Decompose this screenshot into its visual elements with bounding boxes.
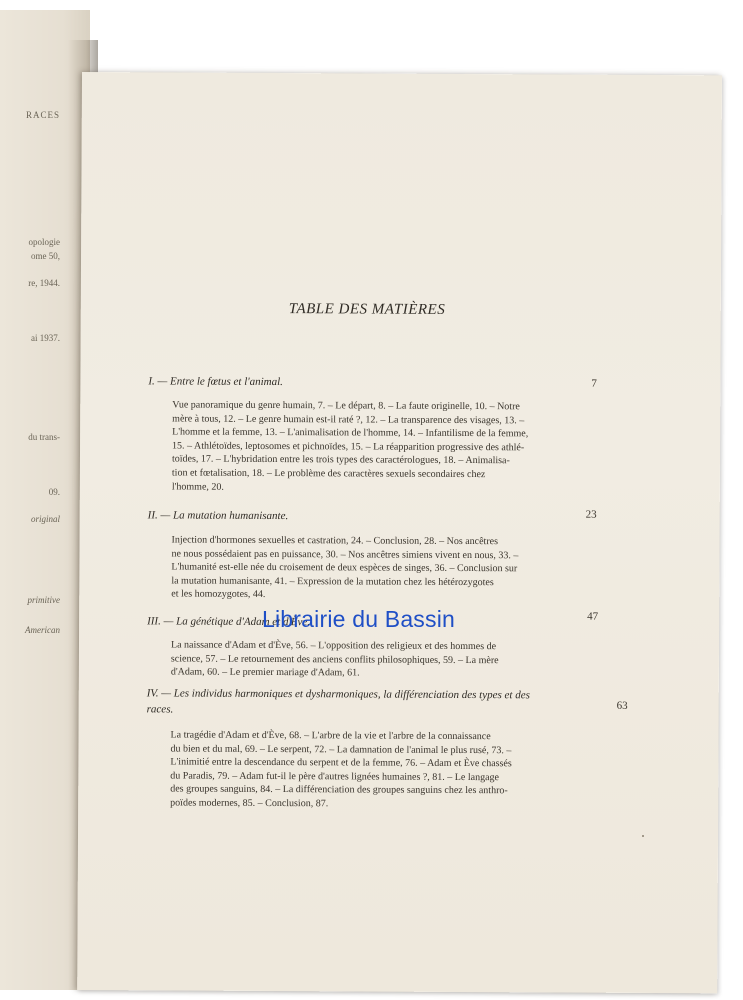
chapter-page-number: 63 [616,699,628,712]
summary-line: Vue panoramique du genre humain, 7. – Le départ, 8. – La faute originelle, 10. – Notre [172,399,520,413]
chapter-summary [171,638,499,680]
chapter-page-number: 47 [587,610,599,623]
summary-line: tion et fœtalisation, 18. – Le problème des caractères sexuels secondaires chez [171,467,486,481]
summary-line: L'inimitié entre la descendance du serpent et de la femme, 76. – Adam et Ève chassés [170,756,512,770]
watermark: Librairie du Bassin [262,606,456,632]
summary-line: 15. – Athlétoïdes, leptosomes et pichnoïdes, 15. – La réapparition progressive des athlé- [172,440,525,454]
left-page-fragment: primitive [27,595,60,605]
chapter-page-number: 7 [591,377,597,390]
chapter-heading: I. — Entre le fœtus et l'animal. [148,375,283,389]
chapter-summary [170,728,512,811]
summary-line: ne nous possédaient pas en puissance, 30. – Nos ancêtres simiens vivent en nous, 33. – [171,548,519,561]
summary-line: science, 57. – Le retournement des anciens conflits philosophiques, 59. – La mère [170,653,499,666]
left-page-fragment: ome 50, [31,251,60,261]
page-title: TABLE DES MATIÈRES [288,301,446,318]
right-page [77,72,722,993]
summary-line: La naissance d'Adam et d'Ève, 56. – L'opposition des religieux et des hommes de [170,639,497,653]
summary-line: des groupes sanguins, 84. – La différenciation des groupes sanguins chez les anthro- [170,783,508,797]
left-page-fragment: re, 1944. [28,278,60,288]
summary-line: du Paradis, 79. – Adam fut-il le père d'autres lignées humaines ?, 81. – Le langage [170,770,499,783]
left-page-fragment: American [25,625,60,635]
summary-line: Injection d'hormones sexuelles et castration, 24. – Conclusion, 28. – Nos ancêtres [171,534,499,548]
summary-line: toïdes, 17. – L'hybridation entre les trois types des caractérologues, 18. – Animalisa- [171,453,510,467]
summary-line: L'homme et la femme, 13. – L'animalisation de l'homme, 14. – Infantilisme de la femme, [172,426,529,440]
chapter-summary [172,398,529,495]
left-page-fragment: du trans- [28,432,60,442]
left-page-fragment: 09. [48,487,60,497]
summary-line: mère à tous, 12. – Le genre humain est-il raté ?, 12. – La transparence des visages, 13. – [172,413,525,426]
left-page-running-head: RACES [25,110,60,120]
summary-line: L'humanité est-elle née du croisement de deux espèces de singes, 36. – Conclusion sur [171,561,518,575]
left-page-fragment: original [30,514,60,524]
summary-line: la mutation humanisante, 41. – Expression de la mutation chez les hétérozygotes [171,575,494,588]
chapter-page-number: 23 [585,508,597,521]
left-page-fragment: opologie [28,237,60,247]
chapter-heading: IV. — Les individus harmoniques et dysharmoniques, la différenciation des types et des [146,687,530,702]
chapter-heading: II. — La mutation humanisante. [147,509,289,523]
summary-line: La tragédie d'Adam et d'Ève, 68. – L'arbre de la vie et l'arbre de la connaissance [170,729,491,743]
summary-line: poïdes modernes, 85. – Conclusion, 87. [170,797,329,810]
chapter-summary [171,533,518,603]
summary-line: d'Adam, 60. – Le premier mariage d'Adam, 61. [170,666,360,679]
summary-line: du bien et du mal, 69. – Le serpent, 72. – La damnation de l'animal le plus rusé, 73. – [170,743,512,756]
page-speck [642,835,644,837]
summary-line: et les homozygotes, 44. [171,588,266,601]
chapter-heading-continued: races. [146,703,174,716]
chapter-heading: III. — La génétique d'Adam et d'Ève. [147,615,311,629]
summary-line: l'homme, 20. [171,481,224,493]
left-page-fragment: ai 1937. [31,333,60,343]
